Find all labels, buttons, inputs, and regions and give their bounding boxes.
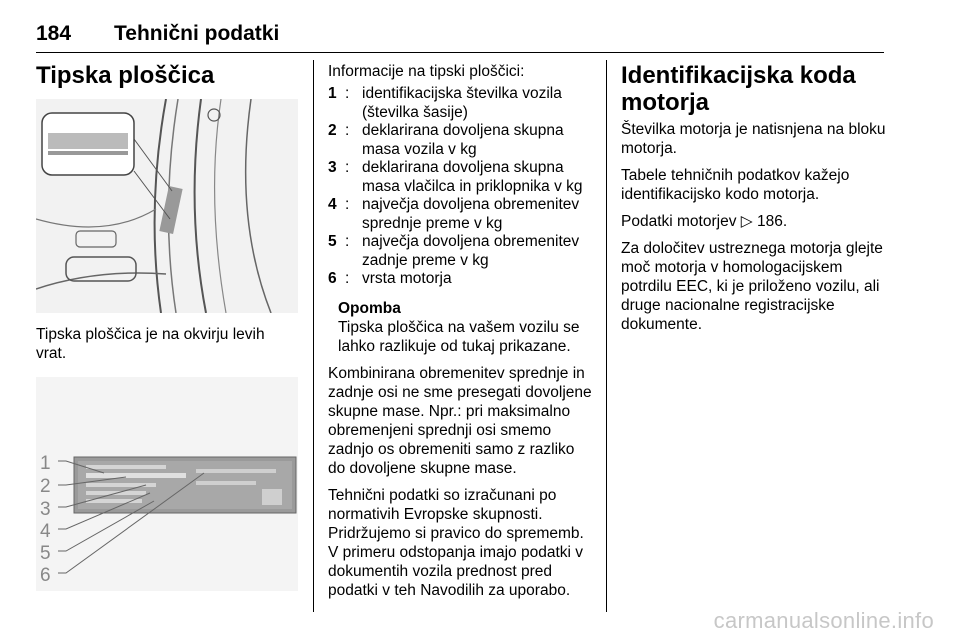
- page-number: 184: [36, 22, 72, 45]
- item-number: 2: [328, 122, 337, 139]
- reference-text: Podatki motorjev: [621, 213, 737, 230]
- note-title: Opomba: [338, 299, 401, 317]
- list-item: 1 : identifikacijska številka vozila (številka šasije): [328, 85, 593, 122]
- plate-info-intro: Informacije na tipski ploščici:: [328, 63, 525, 80]
- page-reference-icon: ▷: [740, 213, 753, 230]
- diagram-label: 2: [40, 476, 51, 497]
- item-number: 5: [328, 233, 337, 250]
- item-number: 1: [328, 85, 337, 102]
- diagram-label: 1: [40, 453, 51, 474]
- chapter-title: Tehnični podatki: [114, 22, 280, 45]
- item-text: identifikacijska številka vozila (številka šasije): [362, 85, 562, 121]
- list-item: 2 : deklarirana dovoljena skupna masa vozila v kg: [328, 122, 593, 159]
- item-text: deklarirana dovoljena skupna masa vozila v kg: [362, 122, 564, 158]
- column-plate-info: [328, 62, 593, 608]
- engine-determination-paragraph: Za določitev ustreznega motorja glejte moč motorja v homologacijskem potrdilu EEC, ki je priloženo vozilu, ali druge nacionalne registracijske dokumente.: [621, 240, 883, 333]
- reference-page-link[interactable]: 186.: [757, 213, 788, 230]
- engine-code-paragraph: Tabele tehničnih podatkov kažejo identifikacijsko kodo motorja.: [621, 167, 850, 203]
- engine-number-paragraph: Številka motorja je natisnjena na bloku motorja.: [621, 121, 886, 157]
- column-engine-code: [621, 62, 887, 342]
- list-item: 3 : deklarirana dovoljena skupna masa vlačilca in priklopnika v kg: [328, 159, 593, 196]
- diagram-label: 3: [40, 499, 51, 520]
- note-text: Tipska ploščica na vašem vozilu se lahko razlikuje od tukaj prikazane.: [338, 318, 580, 355]
- list-item: 4 : največja dovoljena obremenitev sprednje preme v kg: [328, 196, 593, 233]
- column-divider: [313, 60, 314, 612]
- list-item: 6 : vrsta motorja: [328, 270, 593, 289]
- diagram-label: 4: [40, 521, 51, 542]
- page-header: [36, 22, 884, 53]
- item-text: deklarirana dovoljena skupna masa vlačilca in priklopnika v kg: [362, 159, 583, 195]
- section-title: Identifikacijska koda motorja: [621, 62, 856, 116]
- type-plate-illustration: [36, 377, 298, 591]
- technical-data-paragraph: Tehnični podatki so izračunani po normativih Evropske skupnosti. Pridržujemo si pravico do sprememb. V primeru odstopanja imajo podatki v dokumentih vozila prednost pred podatki v teh Navodilih za uporabo.: [328, 486, 584, 599]
- note-box: [338, 299, 593, 356]
- engine-data-reference: [621, 212, 887, 231]
- axle-load-paragraph: Kombinirana obremenitev sprednje in zadnje osi ne sme presegati dovoljene skupne mase. Npr.: pri maksimalno obremenjeni sprednji osi smemo zadnjo os obremeniti samo z razliko do dovoljene skupne mase.: [328, 364, 592, 477]
- item-number: 3: [328, 159, 337, 176]
- item-text: največja dovoljena obremenitev zadnje preme v kg: [362, 233, 580, 269]
- item-number: 4: [328, 196, 337, 213]
- watermark: carmanualsonline.info: [713, 608, 934, 633]
- item-text: vrsta motorja: [362, 270, 452, 287]
- column-divider: [606, 60, 607, 612]
- type-plate-caption: Tipska ploščica je na okvirju levih vrat.: [36, 326, 265, 362]
- list-item: 5 : največja dovoljena obremenitev zadnje preme v kg: [328, 233, 593, 270]
- door-frame-illustration: [36, 99, 298, 313]
- column-type-plate: [36, 62, 298, 591]
- plate-info-list: [328, 85, 593, 289]
- diagram-label: 5: [40, 543, 51, 564]
- item-text: največja dovoljena obremenitev sprednje preme v kg: [362, 196, 580, 232]
- section-title: Tipska ploščica: [36, 62, 215, 89]
- item-number: 6: [328, 270, 337, 287]
- diagram-label: 6: [40, 565, 51, 586]
